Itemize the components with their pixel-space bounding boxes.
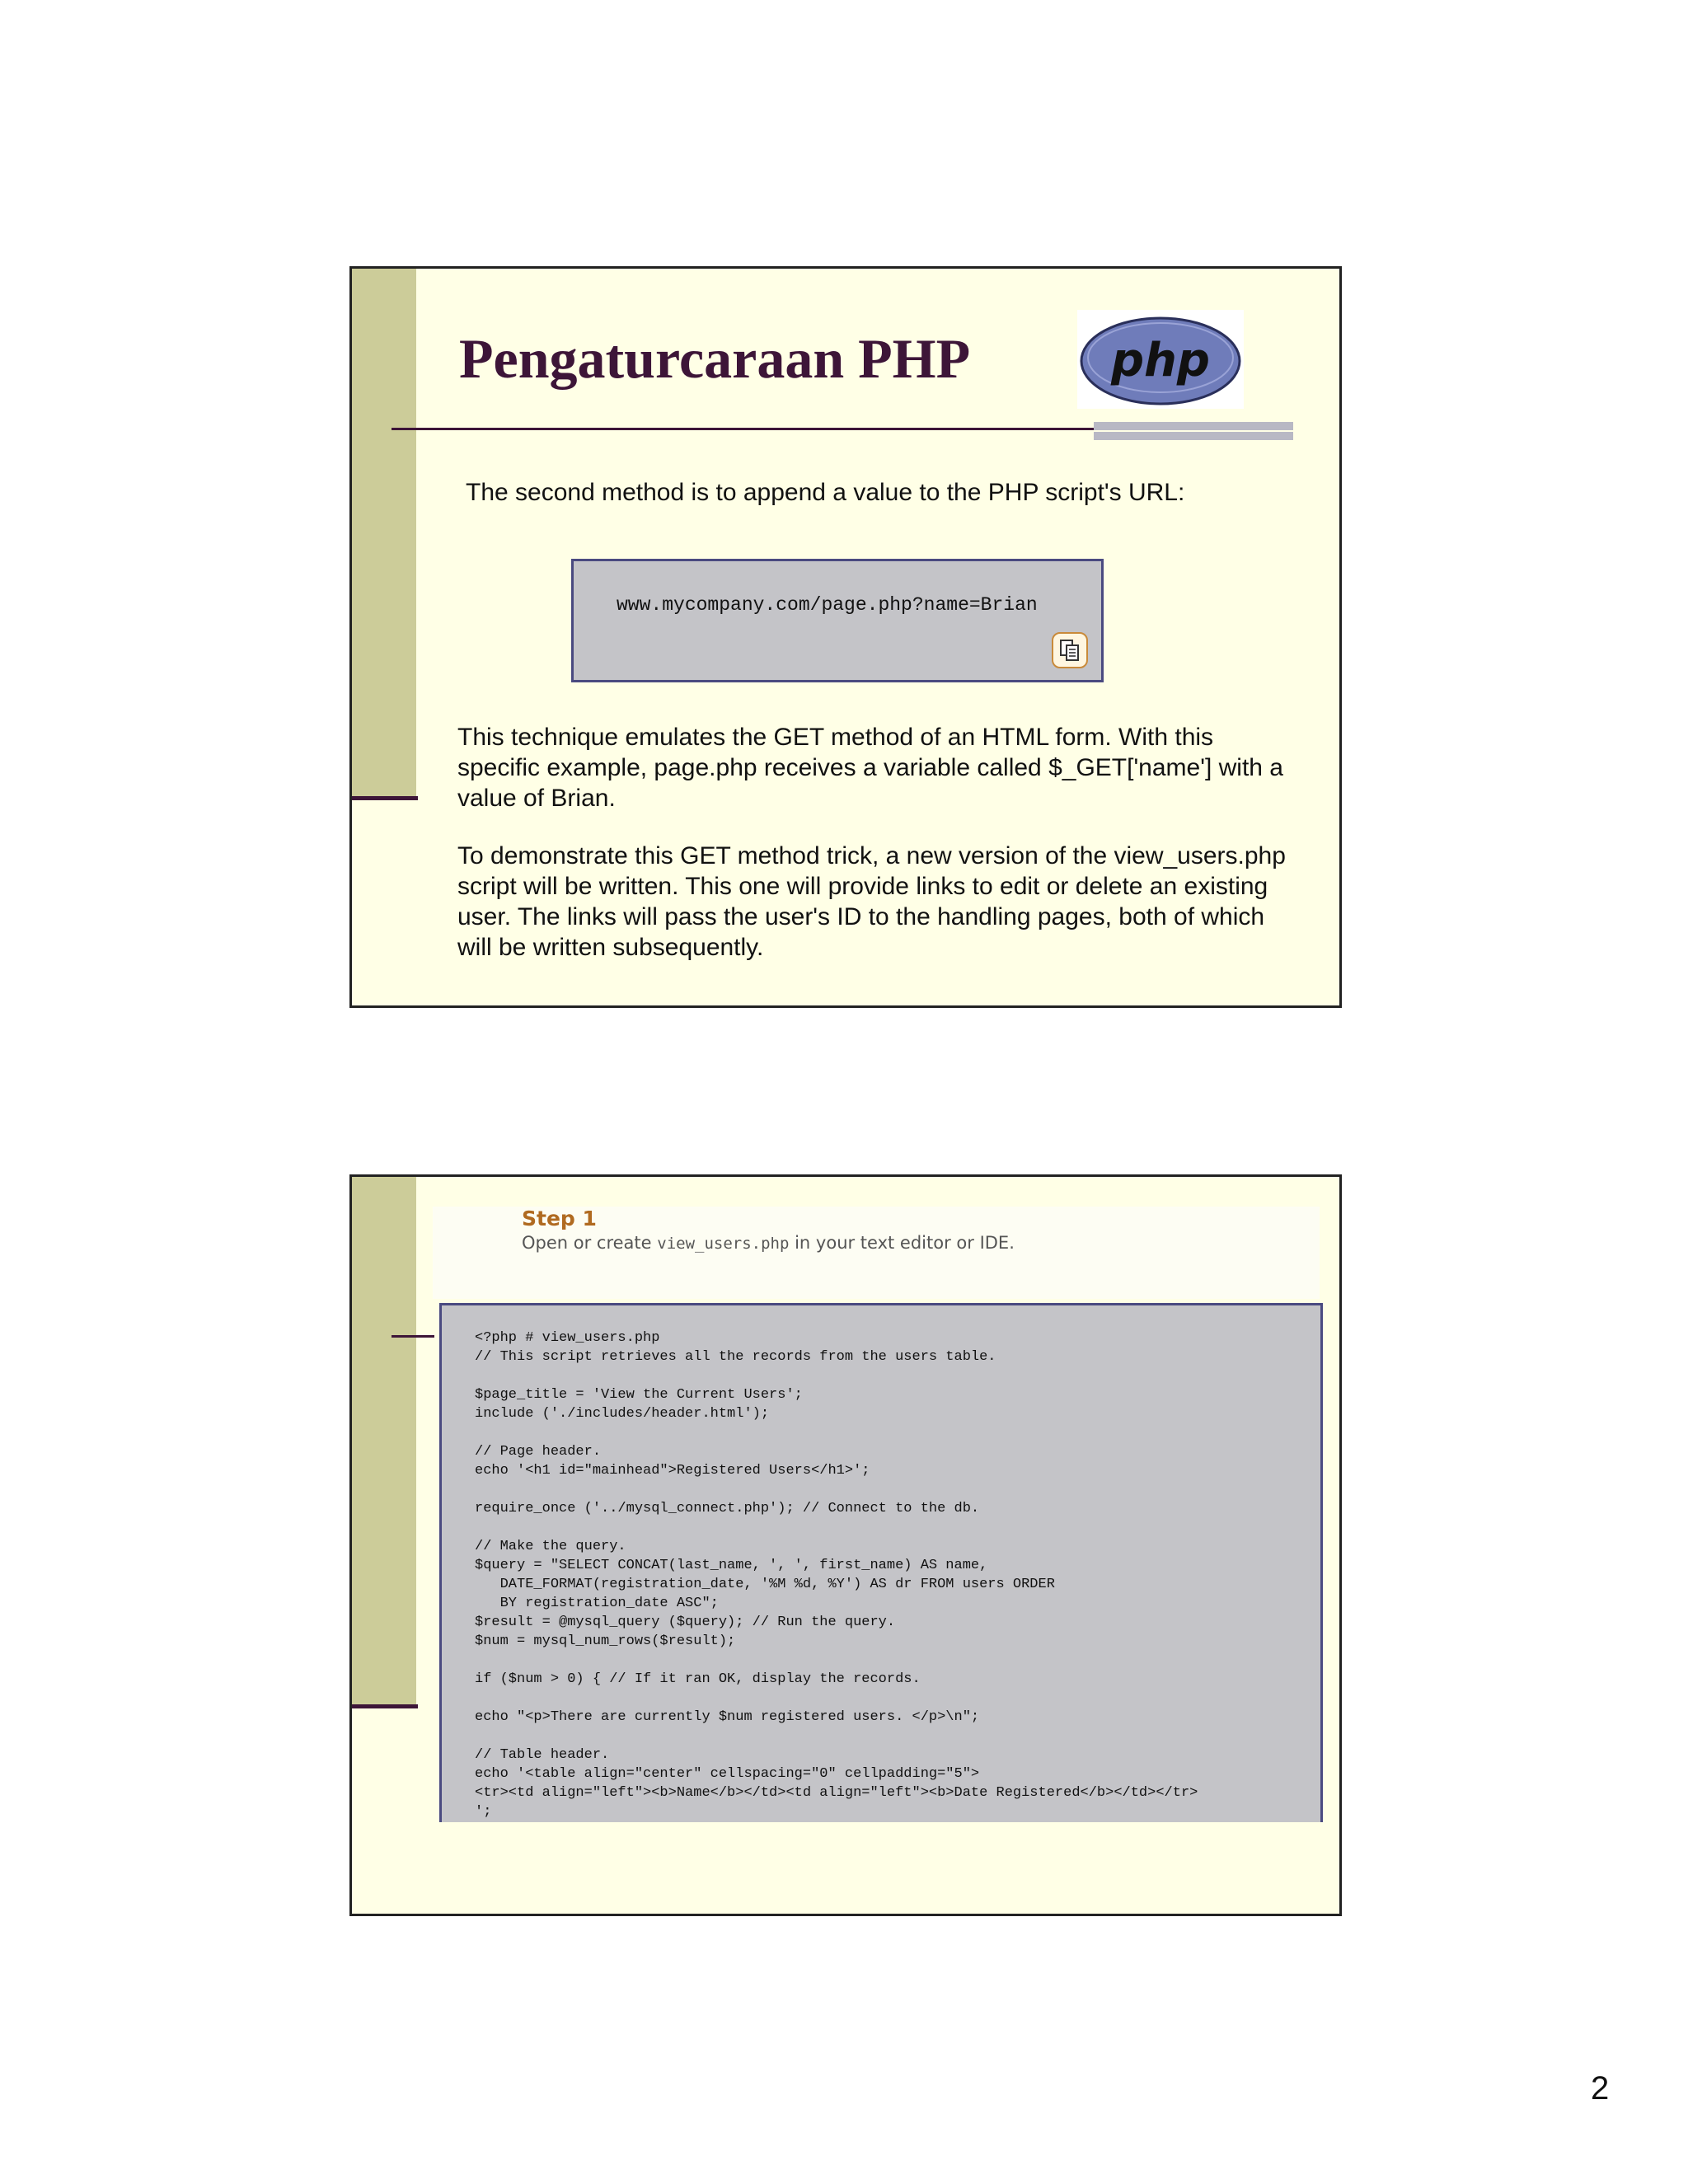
slide-title: Pengaturcaraan PHP <box>459 327 971 390</box>
sidebar-rule <box>352 1704 418 1708</box>
slide-1 <box>349 266 1342 1008</box>
step-title: Step 1 <box>522 1207 597 1230</box>
page-number: 2 <box>1591 2070 1610 2107</box>
code-listing: <?php # view_users.php // This script retrieves all the records from the users table. $page_title = 'View the Current Users'; include ('./includes/header.html'); // Page header. echo '<h1 id="mainhead">Registered Users</h1>'; require_once ('../mysql_connect.php'); // Connect to the db. // Make the query. $query = "SELECT CONCAT(last_name, ', ', first_name) AS name, DATE_FORMAT(registration_date, '%M %d, %Y') AS dr FROM users ORDER BY registration_date ASC"; $result = @mysql_query ($query); // Run the query. $num = mysql_num_rows($result); if ($num > 0) { // If it ran OK, display the records. echo "<p>There are currently $num registered users. </p>\n"; // Table header. echo '<table align="center" cellspacing="0" cellpadding="5"> <tr><td align="left"><b>Name</b></td><td align="left"><b>Date Registered</b></td></tr> '; <box>475 1330 1198 1820</box>
title-rule-stub <box>392 1335 434 1338</box>
url-example-box <box>571 559 1104 682</box>
title-accent-bar <box>1094 422 1293 440</box>
copy-icon <box>1057 638 1082 663</box>
php-logo <box>1077 310 1244 409</box>
sidebar-rule <box>352 796 418 800</box>
paragraph-get-method: This technique emulates the GET method of an HTML form. With this specific example, page.php receives a variable called $_GET['name'] with a value of Brian. <box>457 724 1283 812</box>
slide-2 <box>349 1174 1342 1916</box>
step-description <box>522 1233 1015 1253</box>
slide-sidebar <box>352 1177 416 1706</box>
code-listing-box <box>439 1303 1323 1822</box>
copy-button[interactable] <box>1052 632 1088 668</box>
step-desc-lead: Open or create <box>522 1233 658 1253</box>
intro-text: The second method is to append a value to the PHP script's URL: <box>466 479 1185 506</box>
slide-sidebar <box>352 269 416 798</box>
php-logo-text: php <box>1110 334 1211 387</box>
paragraph-demonstration: To demonstrate this GET method trick, a new version of the view_users.php script will be written. This one will provide links to edit or delete an existing user. The links will pass the user's ID to the handling pages, both of which will be written subsequently. <box>457 842 1286 961</box>
step-desc-filename: view_users.php <box>657 1235 790 1253</box>
step-desc-tail: in your text editor or IDE. <box>789 1233 1015 1253</box>
url-example: www.mycompany.com/page.php?name=Brian <box>617 594 1038 616</box>
